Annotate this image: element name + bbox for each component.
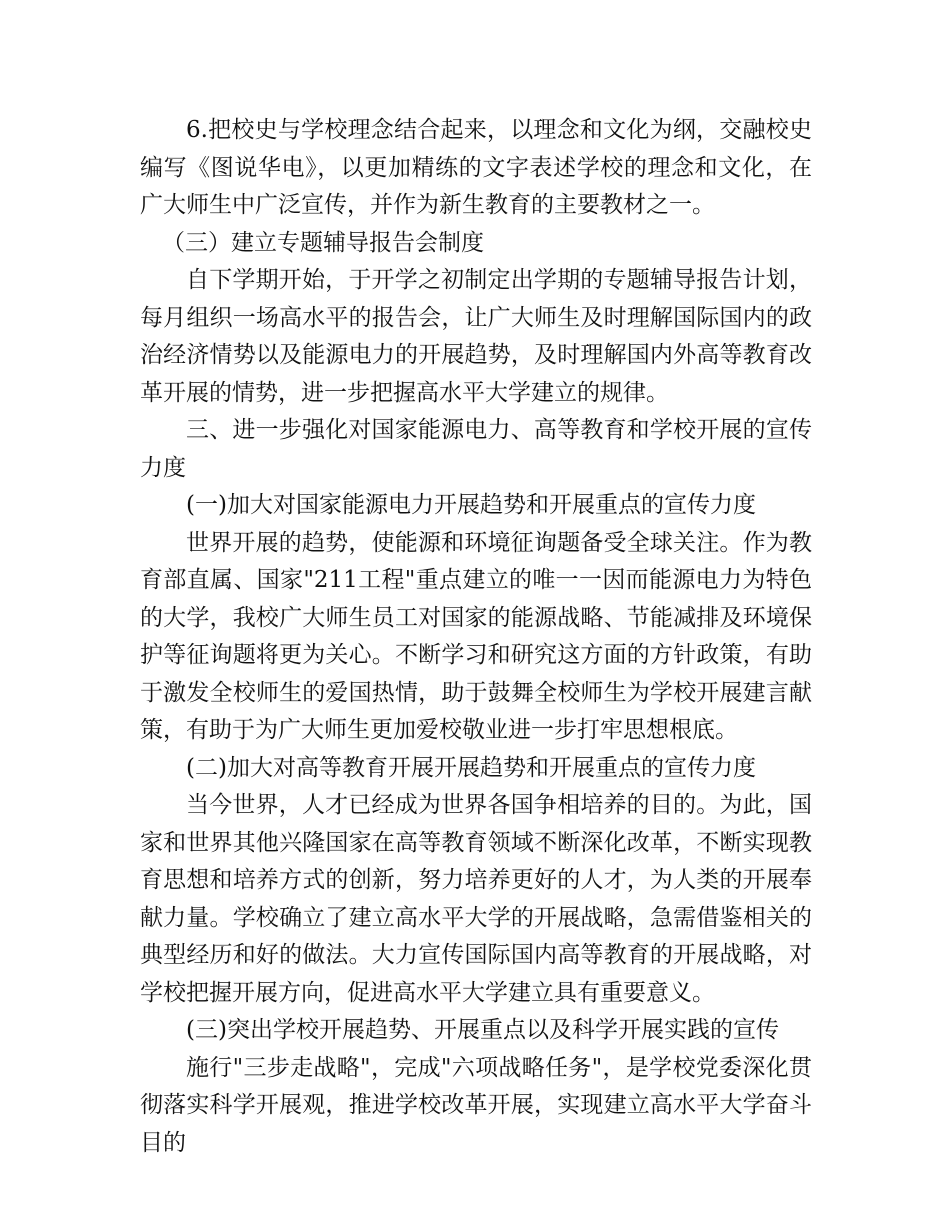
subheading-higher-education: (二)加大对高等教育开展开展趋势和开展重点的宣传力度 (186, 754, 756, 781)
section-subheading-3: （三）建立专题辅导报告会制度 (162, 229, 484, 256)
subheading-school-development: (三)突出学校开展趋势、开展重点以及科学开展实践的宣传 (186, 1017, 779, 1043)
paragraph-higher-education: 当今世界，人才已经成为世界各国争相培养的目的。为此，国家和世界其他兴隆国家在高等教育领域不断深化改革，不断实现教育思想和培养方式的创新，努力培养更好的人才，为人类的开展奉献力量。学校确立了建立高水平大学的开展战略，急需借鉴相关的典型经历和好的做法。大力宣传国际国内高等教育的开展战略，对学校把握开展方向，促进高水平大学建立具有重要意义。 (140, 792, 812, 1006)
paragraph-item-6: 6.把校史与学校理念结合起来，以理念和文化为纲，交融校史编写《图说华电》，以更加精练的文字表述学校的理念和文化，在广大师生中广泛宣传，并作为新生教育的主要教材之一。 (140, 117, 812, 218)
paragraph-school-development: 施行"三步走战略"，完成"六项战略任务"，是学校党委深化贯彻落实科学开展观，推进学校改革开展，实现建立高水平大学奋斗目的 (140, 1054, 812, 1156)
document-body (140, 112, 812, 1162)
subheading-energy-power: (一)加大对国家能源电力开展趋势和开展重点的宣传力度 (186, 492, 756, 518)
paragraph-energy-power: 世界开展的趋势，使能源和环境征询题备受全球关注。作为教育部直属、国家"211工程"重点建立的唯一一因而能源电力为特色的大学，我校广大师生员工对国家的能源战略、节能减排及环境保护等征询题将更为关心。不断学习和研究这方面的方针政策，有助于激发全校师生的爱国热情，助于鼓舞全校师生为学校开展建言献策，有助于为广大师生更加爱校敬业进一步打牢思想根底。 (140, 529, 812, 743)
paragraph-report-system: 自下学期开始，于开学之初制定出学期的专题辅导报告计划，每月组织一场高水平的报告会，让广大师生及时理解国际国内的政治经济情势以及能源电力的开展趋势，及时理解国内外高等教育改革开展的情势，进一步把握高水平大学建立的规律。 (140, 267, 812, 406)
section-heading-3: 三、进一步强化对国家能源电力、高等教育和学校开展的宣传力度 (140, 417, 812, 481)
